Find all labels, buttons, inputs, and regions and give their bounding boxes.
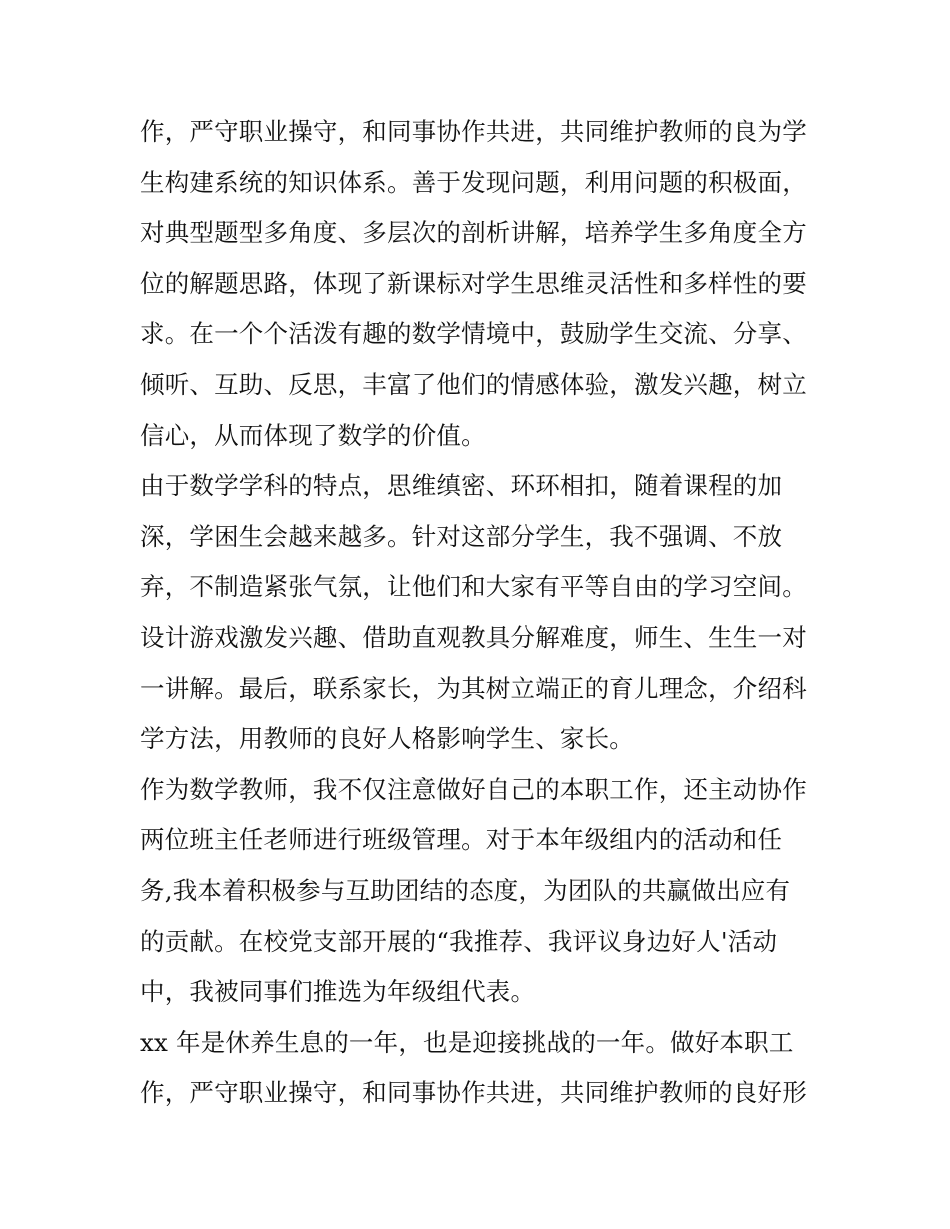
text-line: 求。在一个个活泼有趣的数学情境中，鼓励学生交流、分享、 xyxy=(140,319,807,349)
text-line: 弃，不制造紧张气氛，让他们和大家有平等自由的学习空间。 xyxy=(140,572,807,602)
text-line: 的贡献。在校党支部开展的“我推荐、我评议身边好人'活动 xyxy=(140,926,778,956)
text-line: 倾听、互助、反思，丰富了他们的情感体验，激发兴趣，树立 xyxy=(140,369,807,399)
text-line: 深，学困生会越来越多。针对这部分学生，我不强调、不放 xyxy=(140,521,783,551)
text-line: 作，严守职业操守，和同事协作共进，共同维护教师的良为学 xyxy=(140,117,807,146)
text-line: xx 年是休养生息的一年，也是迎接挑战的一年。做好本职工 xyxy=(140,1027,794,1057)
text-line: 对典型题型多角度、多层次的剖析讲解，培养学生多角度全方 xyxy=(140,218,807,248)
text-line: 生构建系统的知识体系。善于发现问题，利用问题的积极面， xyxy=(140,167,807,197)
text-line: 信心，从而体现了数学的价值。 xyxy=(140,420,486,450)
paragraph-4 xyxy=(140,1018,820,1119)
text-line: 作，严守职业操守，和同事协作共进，共同维护教师的良好形 xyxy=(140,1078,807,1108)
text-line: 务,我本着积极参与互助团结的态度，为团队的共赢做出应有 xyxy=(140,875,791,905)
text-line: 中，我被同事们推选为年级组代表。 xyxy=(140,977,536,1007)
text-line: 一讲解。最后，联系家长，为其树立端正的育儿理念，介绍科 xyxy=(140,673,807,703)
text-line: 由于数学学科的特点，思维缜密、环环相扣，随着课程的加 xyxy=(140,471,783,501)
text-line: 学方法，用教师的良好人格影响学生、家长。 xyxy=(140,724,634,754)
text-line: 设计游戏激发兴趣、借助直观教具分解难度，师生、生生一对 xyxy=(140,622,807,652)
text-line: 位的解题思路，体现了新课标对学生思维灵活性和多样性的要 xyxy=(140,268,807,298)
paragraph-3 xyxy=(140,765,820,1018)
paragraph-1 xyxy=(140,107,820,461)
text-line: 两位班主任老师进行班级管理。对于本年级组内的活动和任 xyxy=(140,825,783,855)
paragraph-2 xyxy=(140,461,820,765)
document-body xyxy=(140,107,820,1119)
text-line: 作为数学教师，我不仅注意做好自己的本职工作，还主动协作 xyxy=(140,774,807,804)
